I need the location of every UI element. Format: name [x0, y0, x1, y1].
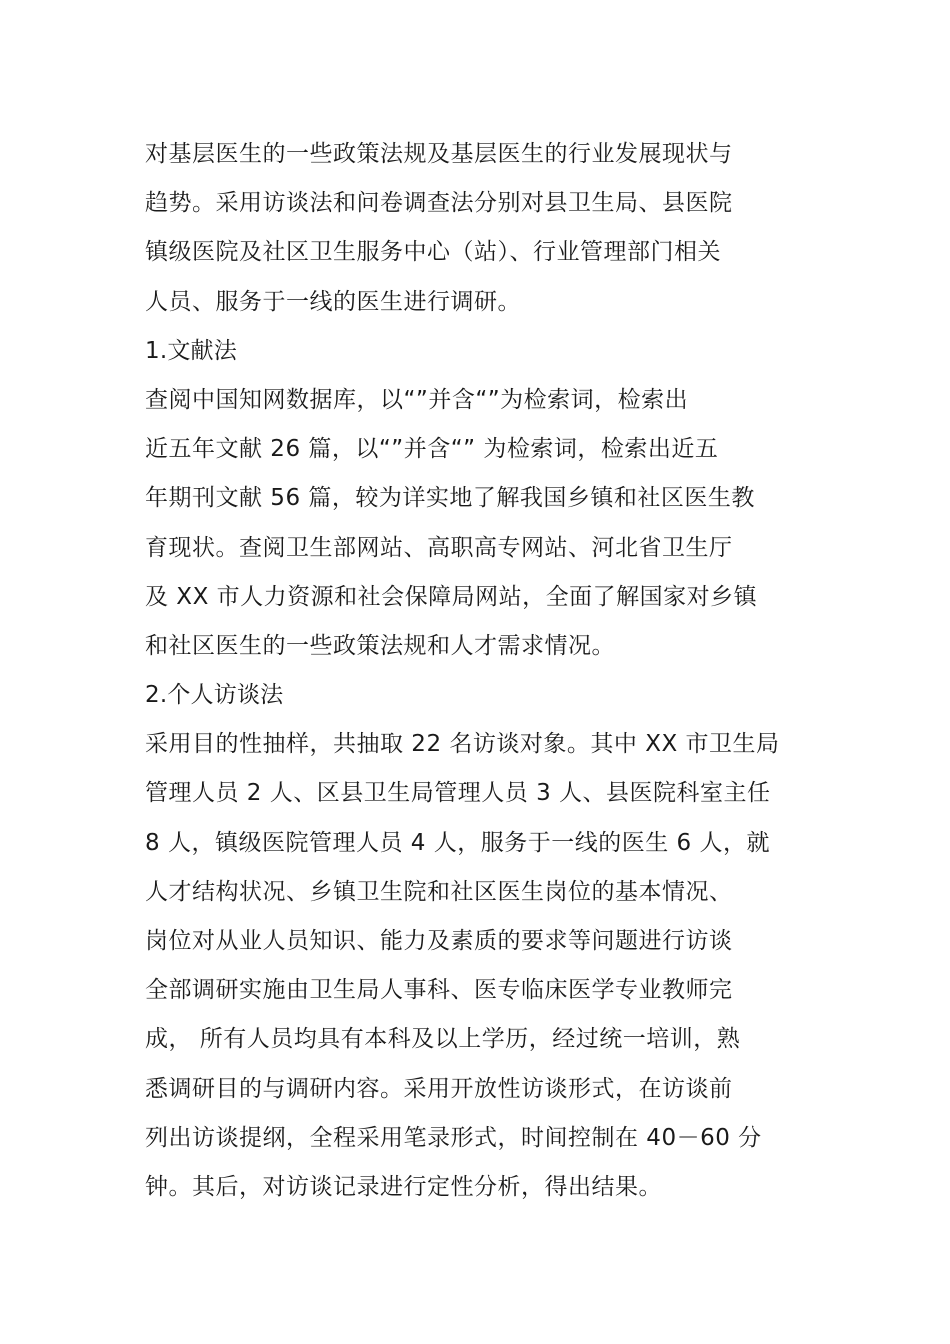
- section-heading-interview-method: 2.个人访谈法: [145, 682, 284, 709]
- paragraph-line: 镇级医院及社区卫生服务中心（站）、行业管理部门相关: [145, 239, 721, 266]
- paragraph-line: 人员、服务于一线的医生进行调研。: [145, 288, 521, 315]
- paragraph-line: 和社区医生的一些政策法规和人才需求情况。: [145, 632, 615, 659]
- paragraph-line: 8 人，镇级医院管理人员 4 人，服务于一线的医生 6 人，就: [145, 829, 770, 856]
- paragraph-line: 人才结构状况、乡镇卫生院和社区医生岗位的基本情况、: [145, 878, 733, 905]
- paragraph-line: 全部调研实施由卫生局人事科、医专临床医学专业教师完: [145, 977, 733, 1004]
- paragraph-line: 列出访谈提纲，全程采用笔录形式，时间控制在 40－60 分: [145, 1124, 762, 1151]
- paragraph-line: 岗位对从业人员知识、能力及素质的要求等问题进行访谈: [145, 928, 733, 954]
- paragraph-line: 近五年文献 26 篇，以“”并含“” 为检索词，检索出近五: [145, 436, 719, 463]
- paragraph-line: 及 XX 市人力资源和社会保障局网站，全面了解国家对乡镇: [145, 583, 758, 610]
- paragraph-line: 钟。其后，对访谈记录进行定性分析，得出结果。: [145, 1173, 662, 1200]
- paragraph-line: 年期刊文献 56 篇，较为详实地了解我国乡镇和社区医生教: [145, 485, 755, 512]
- document-body: [145, 130, 815, 1212]
- paragraph-line: 采用目的性抽样，共抽取 22 名访谈对象。其中 XX 市卫生局: [145, 731, 780, 758]
- paragraph-line: 管理人员 2 人、区县卫生局管理人员 3 人、县医院科室主任: [145, 780, 771, 807]
- section-heading-literature-method: 1.文献法: [145, 337, 237, 364]
- paragraph-line: 对基层医生的一些政策法规及基层医生的行业发展现状与: [145, 141, 733, 167]
- paragraph-line: 趋势。采用访谈法和问卷调查法分别对县卫生局、县医院: [145, 190, 733, 217]
- paragraph-line: 育现状。查阅卫生部网站、高职高专网站、河北省卫生厅: [145, 534, 733, 561]
- paragraph-line: 悉调研目的与调研内容。采用开放性访谈形式，在访谈前: [145, 1075, 733, 1102]
- paragraph-line: 成， 所有人员均具有本科及以上学历，经过统一培训，熟: [145, 1026, 741, 1053]
- paragraph-line: 查阅中国知网数据库，以“”并含“”为检索词，检索出: [145, 386, 689, 413]
